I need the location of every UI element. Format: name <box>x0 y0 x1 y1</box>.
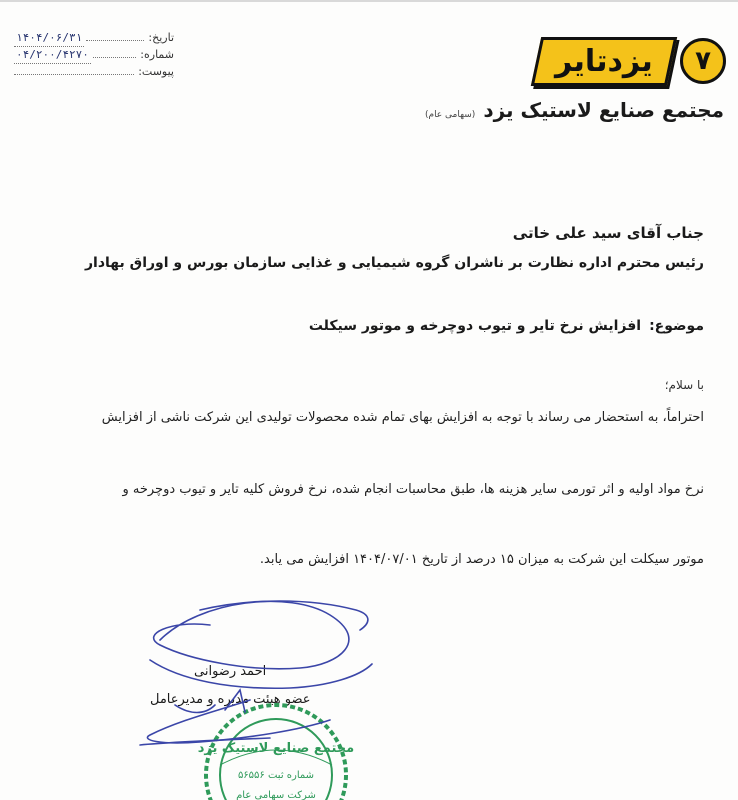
date-value: ۱۴۰۴/۰۶/۳۱ <box>14 30 84 47</box>
body-line: احتراماً، به استحضار می رساند با توجه به افزایش بهای تمام شده محصولات تولیدی این شرکت ناشی از افزایش <box>101 410 704 425</box>
company-stamp <box>198 705 354 800</box>
company-type: (سهامی عام) <box>424 110 476 120</box>
subject-text: افزایش نرخ تایر و تیوب دوچرخه و موتور سیکلت <box>308 318 642 334</box>
top-border <box>0 0 738 2</box>
company-heading <box>425 98 724 122</box>
number-label: شماره: <box>140 48 174 61</box>
date-row <box>14 30 174 47</box>
number-value: ۰۴/۲۰۰/۴۲۷۰ <box>14 47 91 64</box>
signatory-role: عضو هیئت مدیره و مدیرعامل <box>150 692 311 707</box>
number-row <box>14 47 174 64</box>
recipient-title: رئیس محترم اداره نظارت بر ناشران گروه شیمیایی و غذایی سازمان بورس و اوراق بهادار <box>85 255 704 271</box>
date-label: تاریخ: <box>148 31 174 44</box>
logo-badge-text: ۷ <box>695 46 711 76</box>
attachment-row <box>14 64 174 80</box>
stamp-reg: شماره ثبت ۵۶۵۵۶ <box>237 770 315 781</box>
letter-meta <box>14 30 174 80</box>
signatory-name: احمد رضوانی <box>194 664 267 679</box>
subject-label: موضوع: <box>649 318 704 334</box>
stamp-bottom: شرکت سهامی عام <box>236 790 316 800</box>
recipient-name: جناب آقای سید علی خاتی <box>512 224 704 242</box>
logo-badge-icon <box>680 38 726 84</box>
dotted-leader <box>93 47 136 58</box>
subject-line <box>309 318 704 334</box>
logo-brand-text: یزدتایر <box>555 43 653 79</box>
body-line: نرخ مواد اولیه و اثر تورمی سایر هزینه ها، طبق محاسبات انجام شده، نرخ فروش کلیه تایر و تیوب دوچرخه و <box>122 482 704 497</box>
attachment-label: پیوست: <box>138 65 174 78</box>
company-logo <box>536 28 726 94</box>
dotted-leader <box>14 64 134 75</box>
logo-wordmark <box>531 37 677 86</box>
stamp-title: مجتمع صنایع لاستیک یزد <box>197 741 355 756</box>
greeting: با سلام؛ <box>664 378 704 392</box>
company-name: مجتمع صنایع لاستیک یزد <box>483 98 724 122</box>
body-line: موتور سیکلت این شرکت به میزان ۱۵ درصد از تاریخ ۱۴۰۴/۰۷/۰۱ افزایش می یابد. <box>259 552 704 567</box>
dotted-leader <box>86 30 144 41</box>
